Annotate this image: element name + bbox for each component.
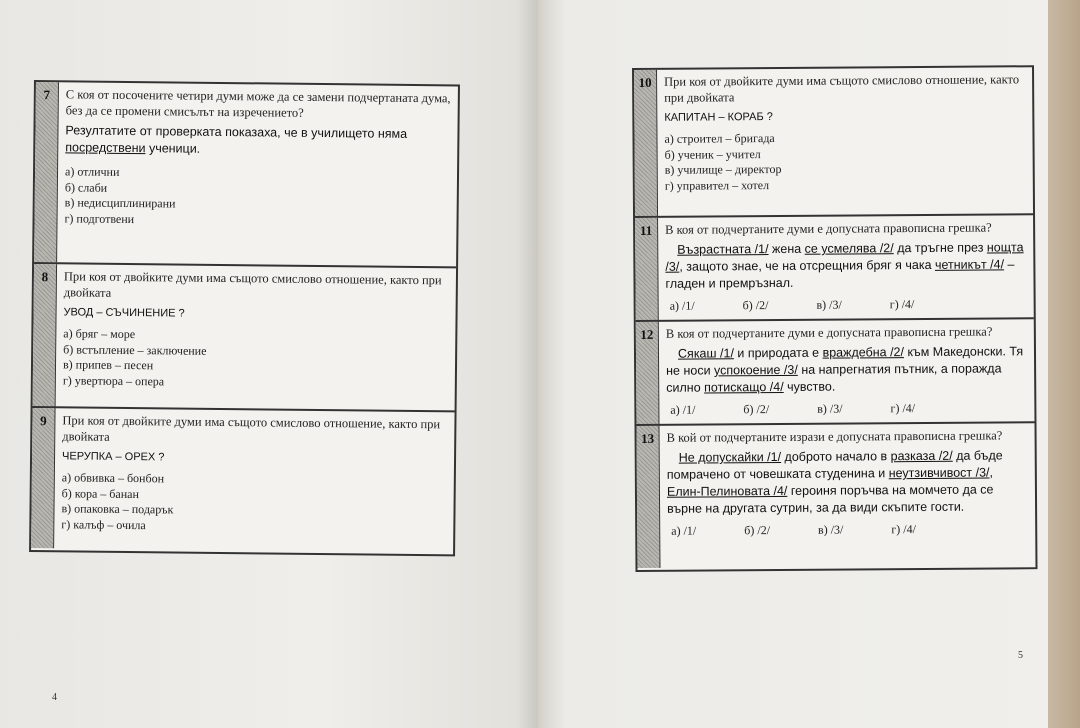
word-pair: УВОД – СЪЧИНЕНИЕ ?	[63, 306, 185, 320]
question-sentence: Възрастната /1/ жена се усмелява /2/ да тръгне през нощта /3/, защото знае, че на отсрещния бряг я чака четникът /4/ – гладен и премръзнал.	[665, 240, 1024, 291]
answer-option: б) /2/	[743, 402, 770, 417]
question-prompt: В кой от подчертаните изрази е допусната правописна грешка?	[666, 428, 1003, 445]
underlined-word: посредствени	[65, 140, 146, 156]
question-prompt: При коя от двойките думи има същото смислово отношение, както при двойката	[62, 413, 441, 444]
answer-option: г) /4/	[889, 297, 915, 312]
question-prompt: При коя от двойките думи има същото смислово отношение, както при двойката	[664, 72, 1020, 105]
right-question-block	[632, 65, 1038, 572]
word-pair: ЧЕРУПКА – ОРЕХ ?	[61, 450, 165, 464]
question-7	[34, 82, 458, 266]
answer-option: в) опаковка – подарък	[61, 501, 174, 517]
left-question-block	[29, 80, 460, 556]
answer-option: а) /1/	[671, 523, 697, 538]
answer-option: г) увертюра – опера	[62, 372, 165, 388]
question-12	[636, 317, 1035, 426]
question-13	[636, 421, 1035, 568]
question-10	[634, 67, 1033, 216]
answer-option: а) отлични	[64, 164, 120, 179]
question-prompt: В коя от подчертаните думи е допусната правописна грешка?	[665, 220, 992, 237]
question-prompt: В коя от подчертаните думи е допусната правописна грешка?	[665, 324, 993, 341]
answer-option: а) /1/	[670, 402, 696, 417]
question-number: 9	[40, 413, 47, 429]
answer-option: а) строител – бригада	[664, 131, 775, 146]
answer-option: г) управител – хотел	[664, 177, 770, 193]
answer-option: в) /3/	[816, 297, 842, 312]
answer-option: г) калъф – очила	[61, 516, 146, 532]
question-8	[33, 262, 457, 412]
answer-option: в) припев – песен	[62, 357, 154, 373]
answer-option: в) недисциплинирани	[64, 195, 176, 211]
answer-option: б) ученик – учител	[664, 146, 761, 162]
question-number: 13	[641, 430, 655, 446]
left-page	[0, 0, 538, 728]
question-11	[635, 213, 1034, 322]
question-sentence: Сякаш /1/ и природата е враждебна /2/ към Македонски. Тя не носи успокоение /3/ на напрегнатия пътник, а поражда силно потискащо /4/ чувство.	[666, 344, 1024, 395]
answer-option: г) /4/	[890, 401, 916, 416]
question-number: 11	[639, 222, 653, 238]
answer-option: б) встъпление – заключение	[63, 341, 207, 358]
answer-option: г) подготвени	[64, 210, 135, 226]
answer-option: б) слаби	[64, 179, 108, 195]
question-9	[31, 406, 454, 552]
page-number: 5	[1018, 650, 1023, 661]
question-sentence: Не допускайки /1/ доброто начало в разказа /2/ да бъде помрачено от човешката студенина и неутзивчивост /3/, Елин-Пелиновата /4/ героиня поръчва на момчето да се върне на другата сутрин, за да види скъпите гости.	[666, 448, 1003, 516]
answer-option: в) училище – директор	[664, 161, 782, 177]
answer-option: в) /3/	[817, 401, 843, 416]
question-number: 7	[43, 87, 51, 103]
answer-option: а) /1/	[669, 298, 695, 313]
question-prompt: С коя от посочените четири думи може да се замени подчертаната дума, без да се промени смисълът на изречението?	[65, 87, 451, 120]
answer-option: а) обвивка – бонбон	[61, 470, 165, 486]
answer-option: б) /2/	[742, 298, 769, 313]
answer-option: б) кора – банан	[61, 485, 139, 501]
answer-option: а) бряг – море	[63, 326, 136, 342]
answer-option: в) /3/	[817, 522, 844, 537]
answer-option: г) /4/	[891, 522, 916, 537]
question-prompt: При коя от двойките думи има същото смислово отношение, както при двойката	[63, 269, 442, 300]
table-edge	[1048, 0, 1080, 728]
question-sentence: Резултатите от проверката показаха, че в училището няма посредствени ученици.	[65, 123, 408, 156]
right-page	[540, 0, 1048, 728]
question-number: 8	[41, 269, 49, 285]
page-number: 4	[52, 692, 57, 703]
answer-option: б) /2/	[744, 523, 771, 538]
word-pair: КАПИТАН – КОРАБ ?	[664, 111, 773, 124]
question-number: 10	[638, 74, 652, 90]
question-number: 12	[640, 326, 654, 342]
